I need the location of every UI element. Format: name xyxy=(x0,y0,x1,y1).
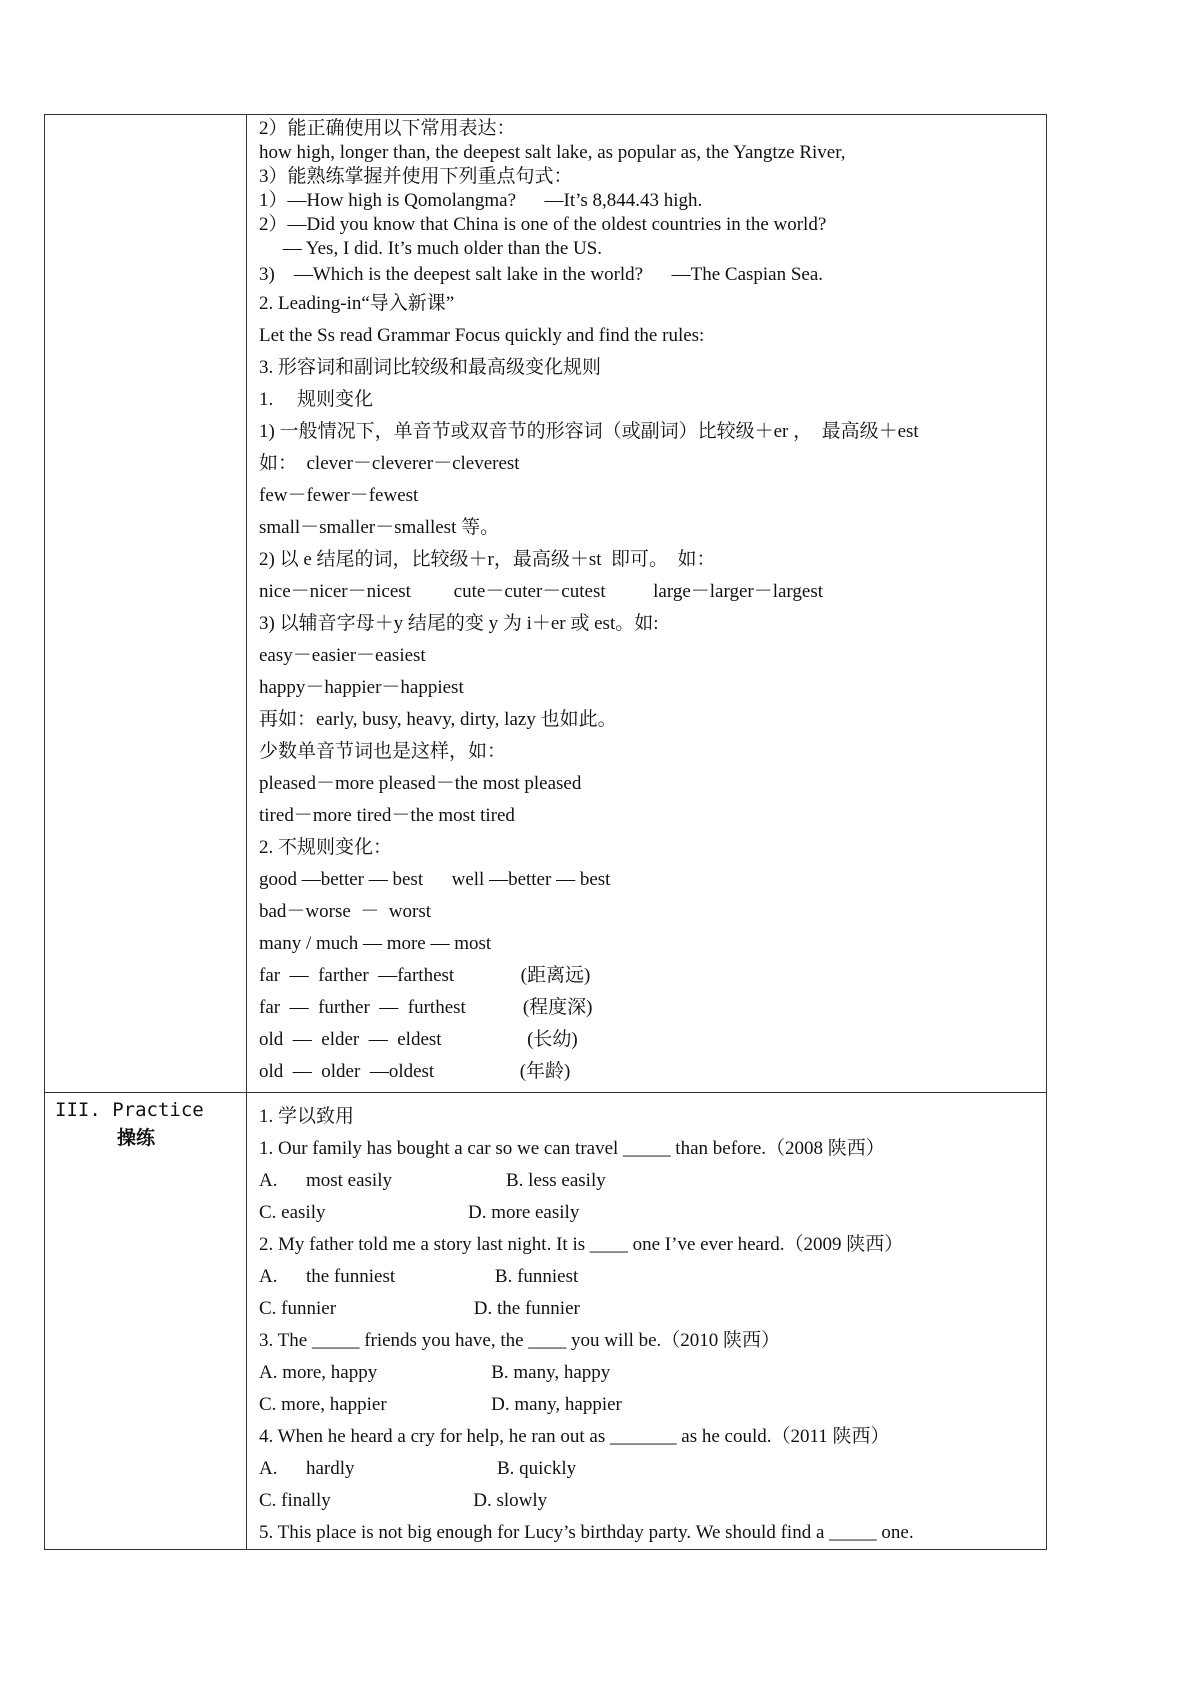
table-row xyxy=(45,115,1047,1093)
text-line: 2. My father told me a story last night. It is ____ one I’ve ever heard.（2009 陕西） xyxy=(259,1234,904,1255)
text-line: happy－happier－happiest xyxy=(259,677,464,698)
text-line: few－fewer－fewest xyxy=(259,485,419,506)
text-line: C. finally D. slowly xyxy=(259,1490,548,1511)
text-line: 2. 不规则变化： xyxy=(259,837,393,858)
text-line: 4. When he heard a cry for help, he ran out as _______ as he could.（2011 陕西） xyxy=(259,1426,890,1447)
text-line: A. more, happy B. many, happy xyxy=(259,1362,611,1383)
text-line: 2）—Did you know that China is one of the oldest countries in the world? xyxy=(259,214,827,235)
text-line: C. funnier D. the funnier xyxy=(259,1298,580,1319)
text-line: bad－worse － worst xyxy=(259,901,432,922)
lesson-plan-table xyxy=(44,114,1047,1550)
text-line: 2. Leading-in“导入新课” xyxy=(259,293,455,314)
text-line: tired－more tired－the most tired xyxy=(259,805,515,826)
row-content-cell xyxy=(247,1093,1047,1550)
section-label: III. Practice xyxy=(55,1099,204,1121)
text-line: 如： clever－cleverer－cleverest xyxy=(259,453,520,474)
text-line: old — older —oldest (年龄) xyxy=(259,1061,571,1082)
text-line: far — further — furthest (程度深) xyxy=(259,997,593,1018)
text-line: A. hardly B. quickly xyxy=(259,1458,577,1479)
text-line: 1. Our family has bought a car so we can travel _____ than before.（2008 陕西） xyxy=(259,1138,885,1159)
text-line: old — elder — eldest (长幼) xyxy=(259,1029,578,1050)
row-content-cell xyxy=(247,115,1047,1093)
text-line: 3) —Which is the deepest salt lake in the world? —The Caspian Sea. xyxy=(259,264,824,285)
text-line: 2) 以 e 结尾的词，比较级＋r，最高级＋st 即可。 如： xyxy=(259,549,716,570)
text-line: good —better — best well —better — best xyxy=(259,869,611,890)
text-line: C. more, happier D. many, happier xyxy=(259,1394,622,1415)
text-line: small－smaller－smallest 等。 xyxy=(259,517,500,538)
text-line: easy－easier－easiest xyxy=(259,645,426,666)
row-label-cell xyxy=(45,115,247,1093)
table-row xyxy=(45,1093,1047,1550)
text-line: 1. 规则变化 xyxy=(259,389,374,410)
row-label-cell xyxy=(45,1093,247,1550)
text-line: 再如：early, busy, heavy, dirty, lazy 也如此。 xyxy=(259,709,617,730)
text-line: pleased－more pleased－the most pleased xyxy=(259,773,582,794)
text-line: — Yes, I did. It’s much older than the US. xyxy=(259,238,603,259)
text-line: 1) 一般情况下，单音节或双音节的形容词（或副词）比较级＋er ， 最高级＋est xyxy=(259,421,919,442)
text-line: 5. This place is not big enough for Lucy’s birthday party. We should find a _____ one. xyxy=(259,1522,914,1543)
text-line: 3) 以辅音字母＋y 结尾的变 y 为 i＋er 或 est。如: xyxy=(259,613,659,634)
text-line: Let the Ss read Grammar Focus quickly and find the rules: xyxy=(259,325,705,346)
text-line: A. the funniest B. funniest xyxy=(259,1266,579,1287)
text-line: how high, longer than, the deepest salt lake, as popular as, the Yangtze River, xyxy=(259,142,846,163)
text-line: 3. 形容词和副词比较级和最高级变化规则 xyxy=(259,357,602,378)
text-line: 3）能熟练掌握并使用下列重点句式： xyxy=(259,166,573,187)
text-line: 2）能正确使用以下常用表达： xyxy=(259,118,516,139)
text-line: 3. The _____ friends you have, the ____ you will be.（2010 陕西） xyxy=(259,1330,781,1351)
text-line: A. most easily B. less easily xyxy=(259,1170,606,1191)
text-line: many / much — more — most xyxy=(259,933,492,954)
text-line: C. easily D. more easily xyxy=(259,1202,580,1223)
text-line: 少数单音节词也是这样，如： xyxy=(259,741,507,762)
text-line: 1. 学以致用 xyxy=(259,1106,355,1127)
text-line: far — farther —farthest (距离远) xyxy=(259,965,591,986)
section-label-zh: 操练 xyxy=(117,1127,156,1149)
text-line: 1）—How high is Qomolangma? —It’s 8,844.43 high. xyxy=(259,190,703,211)
text-line: nice－nicer－nicest cute－cuter－cutest large－larger－largest xyxy=(259,581,824,602)
